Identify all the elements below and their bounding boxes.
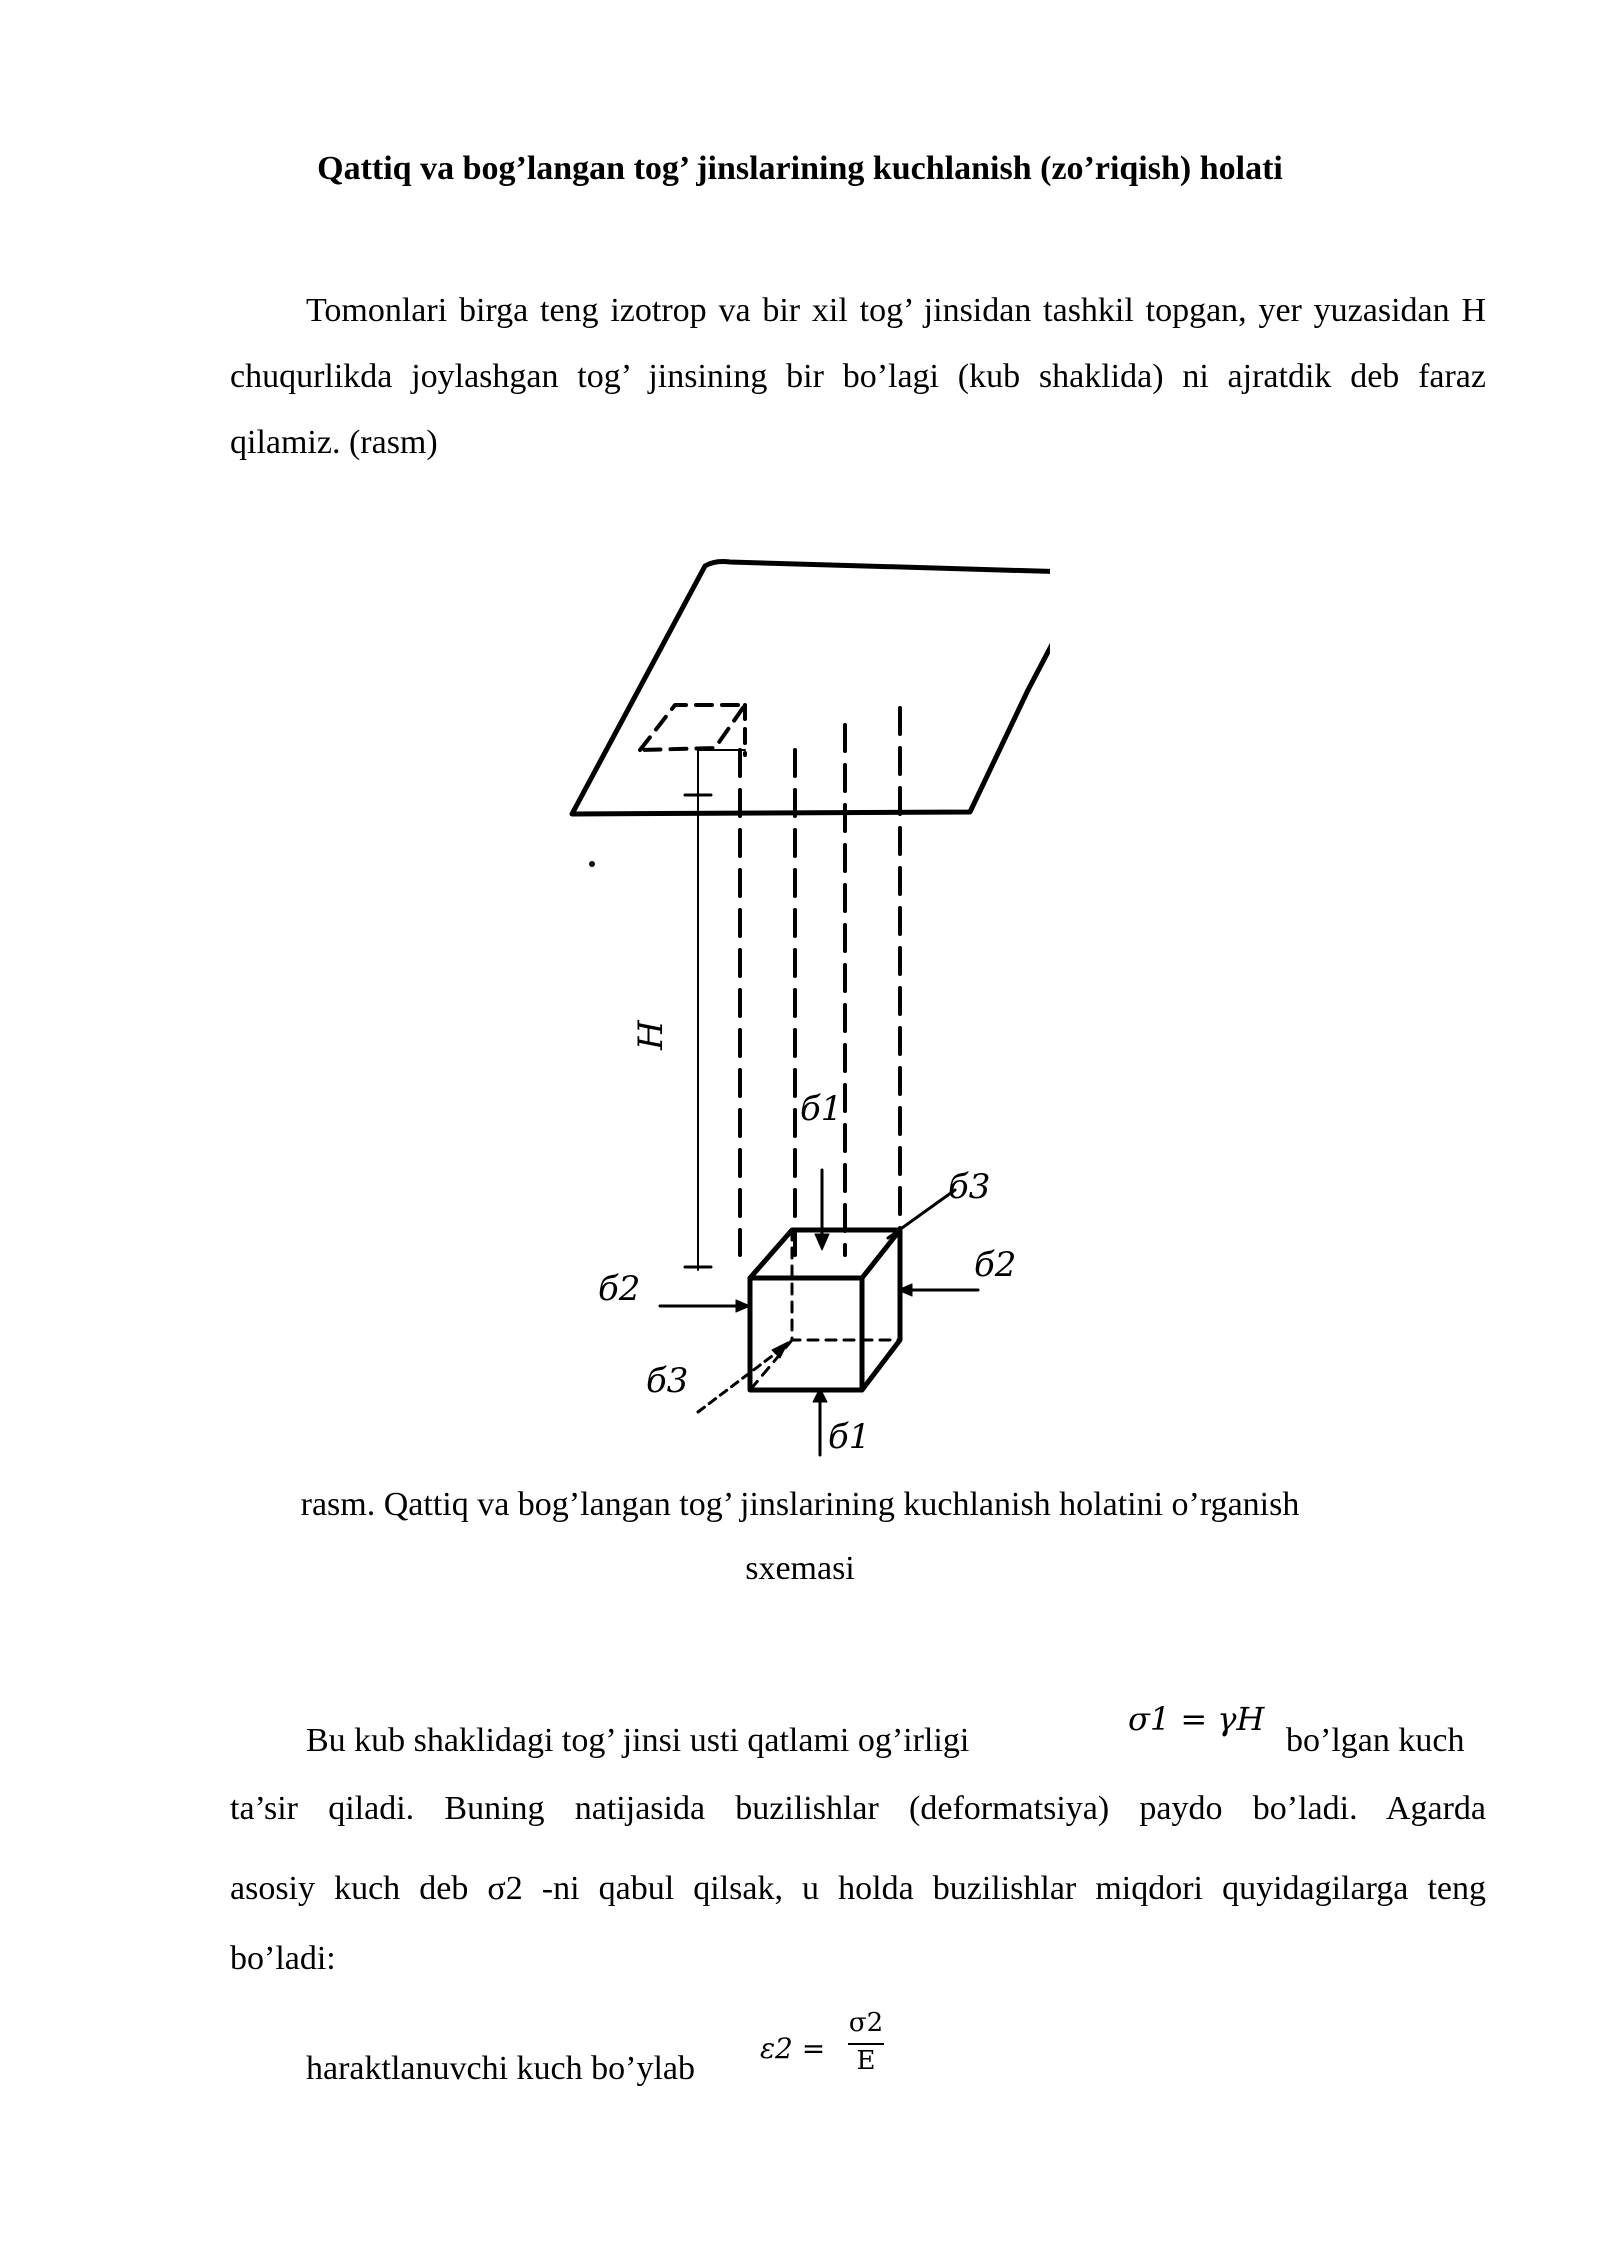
sigma3-bottom-line [698,1350,780,1412]
fraction-bar [848,2043,884,2045]
sigma3-top-label: б3 [948,1167,991,1207]
sigma1-bottom-label: б1 [828,1417,871,1457]
sigma3-bottom-label: б3 [646,1361,689,1401]
paragraph2-line1-end: bo’lgan kuch [1286,1722,1465,1759]
page-title: Qattiq va bog’langan tog’ jinslarining kuchlanish (zo’riqish) holati [317,150,1283,187]
h-label: H [631,1020,671,1050]
ground-surface-plane [572,562,1050,815]
formula-sigma1: σ1 = γH [1128,1700,1265,1738]
column-top-dashed [640,705,745,750]
sigma2-left-label: б2 [598,1269,641,1309]
paragraph2-line1-start: Bu kub shaklidagi tog’ jinsi usti qatlami og’irligi [306,1722,970,1759]
stray-dot [589,861,595,867]
formula-denominator: E [856,2046,876,2076]
sigma1-top-arrowhead [815,1234,829,1250]
formula-numerator: σ2 [848,2008,884,2038]
paragraph2-line4: bo’ladi: [230,1940,336,1977]
formula-epsilon-lhs: ε2 = [760,2032,826,2065]
figure-caption-line1: rasm. Qattiq va bog’langan tog’ jinslarining kuchlanish holatini o’rganish [300,1486,1300,1523]
paragraph2-line2: ta’sir qiladi. Buning natijasida buzilishlar (deformatsiya) paydo bo’ladi. Agarda [230,1790,1486,1827]
stress-diagram [550,550,1050,1470]
paragraph2-line3: asosiy kuch deb σ2 -ni qabul qilsak, u holda buzilishlar miqdori quyidagilarga teng [230,1870,1486,1907]
cube-front-face [750,1278,862,1390]
sigma2-right-label: б2 [974,1245,1017,1285]
figure-caption-line2: sxemasi [745,1550,855,1587]
paragraph-intro: Tomonlari birga teng izotrop va bir xil tog’ jinsidan tashkil topgan, yer yuzasidan H chuqurlikda joylashgan tog’ jinsining bir bo’lagi (kub shaklida) ni ajratdik deb faraz qilamiz. (rasm) [230,292,1486,461]
sigma1-top-label: б1 [800,1089,843,1129]
paragraph3-text: haraktlanuvchi kuch bo’ylab [306,2050,695,2087]
